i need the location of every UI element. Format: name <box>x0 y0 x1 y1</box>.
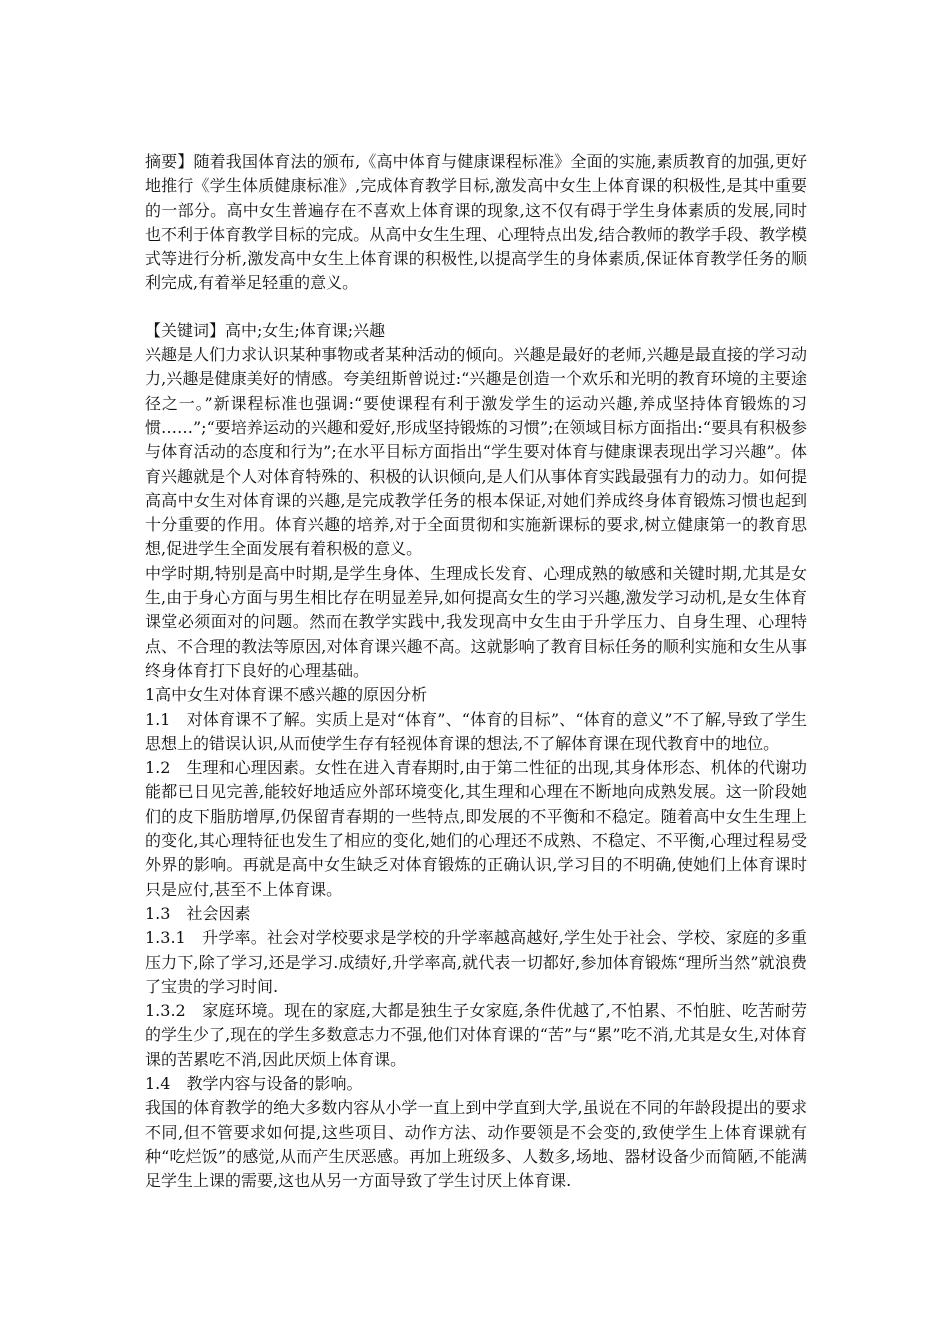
subsection-heading: 1.4 教学内容与设备的影响。 <box>145 1073 363 1093</box>
document-page <box>145 150 807 1193</box>
subsection-paragraph: 1.2 生理和心理因素。女性在进入青春期时,由于第二性征的出现,其身体形态、机体的代谢功能都已日见完善,能较好地适应外部环境变化,其生理和心理在不断地向成熟发展。这一阶段她们的皮下脂肪增厚,仍保留青春期的一些特点,即发展的不平衡和不稳定。随着高中女生生理上的变化,其心理特征也发生了相应的变化,她们的心理还不成熟、不稳定、不平衡,心理过程易受外界的影响。再就是高中女生缺乏对体育锻炼的正确认识,学习目的不明确,使她们上体育课时只是应付,甚至不上体育课。 <box>145 758 807 899</box>
body-paragraph: 我国的体育教学的绝大多数内容从小学一直上到中学直到大学,虽说在不同的年龄段提出的要求不同,但不管要求如何提,这些项目、动作方法、动作要领是不会变的,致使学生上体育课就有种“吃烂饭”的感觉,从而产生厌恶感。再加上班级多、人数多,场地、器材设备少而简陋,不能满足学生上课的需要,这也从另一方面导致了学生讨厌上体育课. <box>145 1098 807 1191</box>
keywords-line: 【关键词】高中;女生;体育课;兴趣 <box>145 320 386 340</box>
subsection-paragraph: 1.3.1 升学率。社会对学校要求是学校的升学率越高越好,学生处于社会、学校、家庭的多重压力下,除了学习,还是学习.成绩好,升学率高,就代表一切都好,参加体育锻炼“理所当然”就浪费了宝贵的学习时间. <box>145 928 807 996</box>
body-paragraph: 兴趣是人们力求认识某种事物或者某种活动的倾向。兴趣是最好的老师,兴趣是最直接的学习动力,兴趣是健康美好的情感。夸美纽斯曾说过:“兴趣是创造一个欢乐和光明的教育环境的主要途径之一。”新课程标准也强调:“要使课程有利于激发学生的运动兴趣,养成坚持体育锻炼的习惯……”;“要培养运动的兴趣和爱好,形成坚持锻炼的习惯”;在领域目标方面指出:“要具有积极参与体育活动的态度和行为”;在水平目标方面指出“学生要对体育与健康课表现出学习兴趣”。体育兴趣就是个人对体育特殊的、积极的认识倾向,是人们从事体育实践最强有力的动力。如何提高高中女生对体育课的兴趣,是完成教学任务的根本保证,对她们养成终身体育锻炼习惯也起到十分重要的作用。体育兴趣的培养,对于全面贯彻和实施新课标的要求,树立健康第一的教育思想,促进学生全面发展有着积极的意义。 <box>145 345 807 559</box>
section-heading: 1高中女生对体育课不感兴趣的原因分析 <box>145 685 428 705</box>
abstract-paragraph: 摘要】随着我国体育法的颁布,《高中体育与健康课程标准》全面的实施,素质教育的加强,更好地推行《学生体质健康标准》,完成体育教学目标,激发高中女生上体育课的积极性,是其中重要的一部分。高中女生普遍存在不喜欢上体育课的现象,这不仅有碍于学生身体素质的发展,同时也不利于体育教学目标的完成。从高中女生生理、心理特点出发,结合教师的教学手段、教学模式等进行分析,激发高中女生上体育课的积极性,以提高学生的身体素质,保证体育教学任务的顺利完成,有着举足轻重的意义。 <box>145 152 807 293</box>
subsection-paragraph: 1.3.2 家庭环境。现在的家庭,大都是独生子女家庭,条件优越了,不怕累、不怕脏、吃苦耐劳的学生少了,现在的学生多数意志力不强,他们对体育课的“苦”与“累”吃不消,尤其是女生,对体育课的苦累吃不消,因此厌烦上体育课。 <box>145 1001 807 1069</box>
body-paragraph: 中学时期,特别是高中时期,是学生身体、生理成长发育、心理成熟的敏感和关键时期,尤其是女生,由于身心方面与男生相比存在明显差异,如何提高女生的学习兴趣,激发学习动机,是女生体育课堂必须面对的问题。然而在教学实践中,我发现高中女生由于升学压力、自身生理、心理特点、不合理的教法等原因,对体育课兴趣不高。这就影响了教育目标任务的顺利实施和女生从事终身体育打下良好的心理基础。 <box>145 563 807 680</box>
subsection-heading: 1.3 社会因素 <box>145 903 251 923</box>
section-gap <box>145 296 807 319</box>
subsection-paragraph: 1.1 对体育课不了解。实质上是对“体育”、“体育的目标”、“体育的意义”不了解,导致了学生思想上的错误认识,从而使学生存有轻视体育课的想法,不了解体育课在现代教育中的地位。 <box>145 709 807 753</box>
